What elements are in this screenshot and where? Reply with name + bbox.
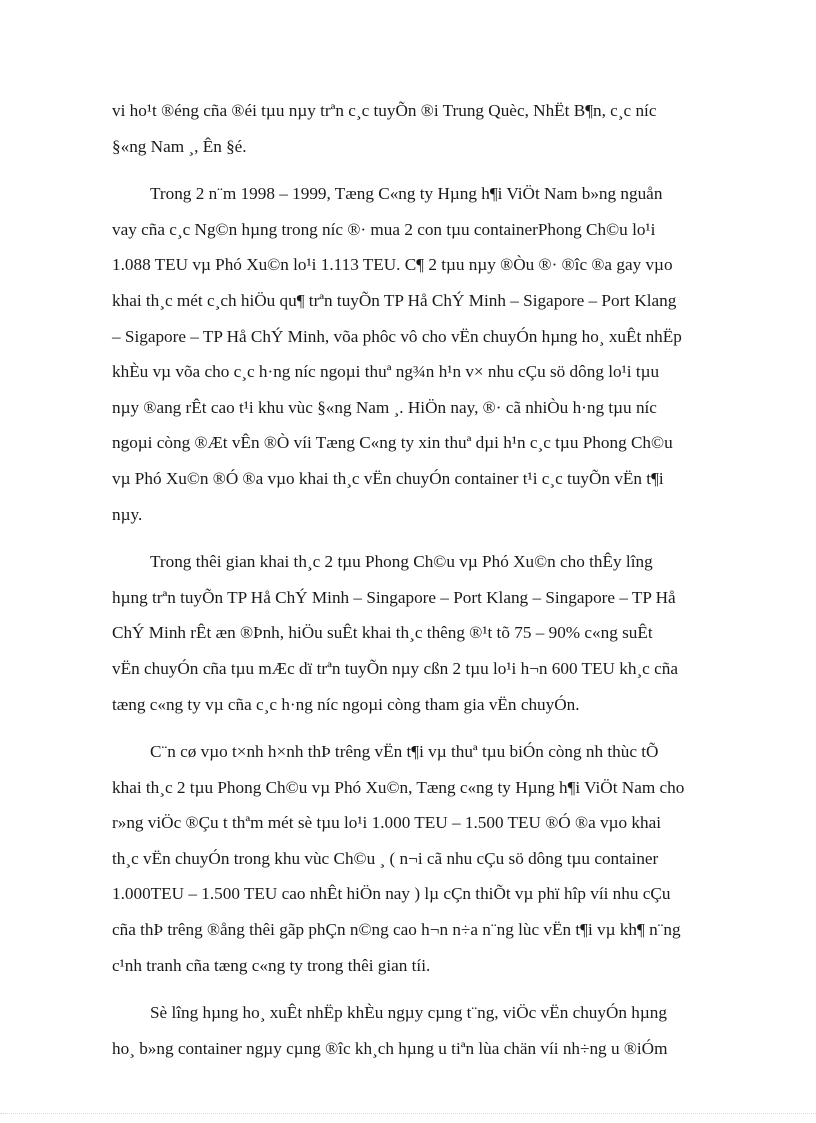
text-line: nµy. [112, 504, 143, 524]
text-line: ho¸ b»ng container ngµy cµng ®îc kh¸ch hµng u tiªn lùa chän víi nh÷ng u ®iÓm [112, 1038, 668, 1058]
text-line: Trong 2 n¨m 1998 – 1999, Tæng C«ng ty Hµng h¶i ViÖt Nam b»ng nguån [150, 184, 663, 204]
text-line: ChÝ Minh rÊt æn ®Þnh, hiÖu suÊt khai th¸c thêng ®¹t tõ 75 – 90% c«ng suÊt [112, 623, 653, 643]
text-line: cña thÞ trêng ®ång thêi gãp phÇn n©ng cao h¬n n÷a n¨ng lùc vËn t¶i vµ kh¶ n¨ng [112, 920, 681, 940]
text-line: vi ho¹t ®éng cña ®éi tµu nµy trªn c¸c tuyÕn ®i Trung Quèc, NhËt B¶n, c¸c níc [112, 101, 657, 120]
text-line: vµ Phó Xu©n ®Ó ®a vµo khai th¸c vËn chuyÓn container t¹i c¸c tuyÕn vËn t¶i [112, 468, 664, 488]
text-line: C¨n cø vµo t×nh h×nh thÞ trêng vËn t¶i vµ thuª tµu biÓn còng nh thùc tÕ [150, 742, 659, 762]
text-line: hµng trªn tuyÕn TP Hå ChÝ Minh – Singapore – Port Klang – Singapore – TP Hå [112, 587, 676, 607]
text-line: khai th¸c 2 tµu Phong Ch©u vµ Phó Xu©n, Tæng c«ng ty Hµng h¶i ViÖt Nam cho [112, 777, 685, 797]
text-line: th¸c vËn chuyÓn trong khu vùc Ch©u ¸ ( n¬i cã nhu cÇu sö dông tµu container [112, 848, 659, 868]
paragraph-2 [112, 176, 740, 532]
text-line: Sè lîng hµng ho¸ xuÊt nhËp khÈu ngµy cµng t¨ng, viÖc vËn chuyÓn hµng [150, 1003, 667, 1023]
text-line: §«ng Nam ¸, Ên §é. [112, 136, 247, 156]
text-line: nµy ®ang rÊt cao t¹i khu vùc §«ng Nam ¸. HiÖn nay, ®· cã nhiÒu h·ng tµu níc [112, 397, 657, 417]
paragraph-4 [112, 734, 740, 983]
text-line: tæng c«ng ty vµ cña c¸c h·ng níc ngoµi còng tham gia vËn chuyÓn. [112, 694, 580, 714]
text-line: 1.000TEU – 1.500 TEU cao nhÊt hiÖn nay ) lµ cÇn thiÕt vµ phï hîp víi nhu cÇu [112, 884, 671, 904]
text-line: c¹nh tranh cña tæng c«ng ty trong thêi gian tíi. [112, 955, 431, 975]
text-line: vËn chuyÓn cña tµu mÆc dï trªn tuyÕn nµy cßn 2 tµu lo¹i h¬n 600 TEU kh¸c cña [112, 658, 678, 678]
paragraph-1 [112, 93, 740, 164]
paragraph-5 [112, 995, 740, 1066]
text-line: Trong thêi gian khai th¸c 2 tµu Phong Ch©u vµ Phó Xu©n cho thÊy lîng [150, 552, 653, 572]
document-body [112, 93, 740, 1078]
page-bottom-divider [0, 1113, 816, 1114]
text-line: khÈu vµ võa cho c¸c h·ng níc ngoµi thuª ng¾n h¹n v× nhu cÇu sö dông lo¹i tµu [112, 362, 660, 382]
text-line: r»ng viÖc ®Çu t thªm mét sè tµu lo¹i 1.000 TEU – 1.500 TEU ®Ó ®a vµo khai [112, 813, 661, 833]
text-line: – Sigapore – TP Hå ChÝ Minh, võa phôc vô cho vËn chuyÓn hµng ho¸ xuÊt nhËp [112, 326, 682, 346]
text-line: 1.088 TEU vµ Phó Xu©n lo¹i 1.113 TEU. C¶ 2 tµu nµy ®Òu ®· ®îc ®a gay vµo [112, 255, 673, 275]
paragraph-3 [112, 544, 740, 722]
text-line: vay cña c¸c Ng©n hµng trong níc ®· mua 2 con tµu containerPhong Ch©u lo¹i [112, 219, 656, 239]
text-line: khai th¸c mét c¸ch hiÖu qu¶ trªn tuyÕn TP Hå ChÝ Minh – Sigapore – Port Klang [112, 290, 677, 310]
text-line: ngoµi còng ®Æt vÊn ®Ò víi Tæng C«ng ty xin thuª dµi h¹n c¸c tµu Phong Ch©u [112, 433, 673, 453]
